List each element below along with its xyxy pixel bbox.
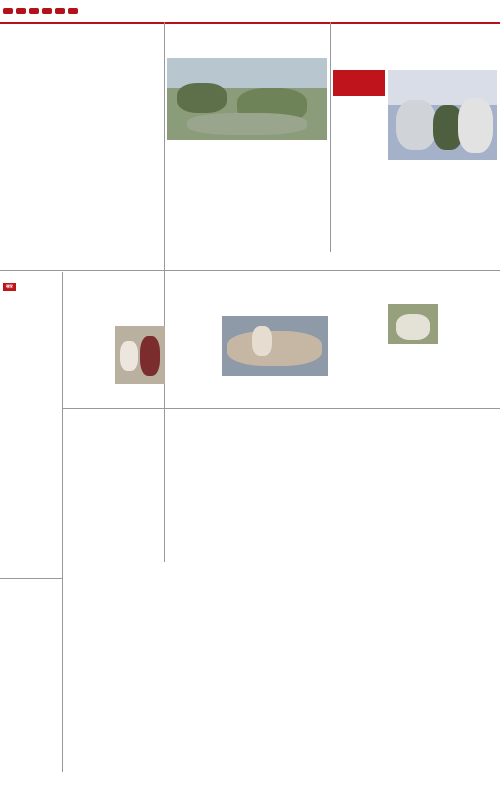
doctor-body-col3 [443, 452, 497, 762]
section-divider [63, 408, 500, 409]
sidebar-bottom [3, 580, 61, 806]
lead-body-col1 [3, 112, 55, 268]
tab-gonda[interactable] [55, 8, 65, 14]
flood-photo [167, 58, 327, 140]
engineer-body-col1 [65, 326, 113, 406]
ration-body-col2 [119, 585, 171, 807]
lead-body-col3 [110, 158, 162, 268]
lead-body-col2 [57, 158, 109, 268]
doctor-body-col2 [388, 452, 440, 762]
section-tabs [0, 0, 500, 22]
ration-body-col1 [65, 585, 117, 807]
lead-deck-box [57, 104, 161, 156]
procession-callout [333, 70, 385, 96]
header-rule [0, 22, 500, 24]
procession-body-col2 [388, 162, 442, 268]
school-body-col5 [279, 430, 329, 540]
eid-body-col1 [333, 304, 385, 406]
engineer-photo [115, 326, 165, 384]
tab-jaunpur[interactable] [42, 8, 52, 14]
school-story [65, 410, 329, 428]
eid-body-col3 [441, 304, 497, 406]
students-body-col2 [222, 378, 274, 406]
school-body-col4 [227, 430, 277, 540]
ration-body-col5 [281, 585, 331, 807]
ration-body-col3 [173, 585, 225, 807]
ration-story [65, 543, 331, 583]
students-body-col1 [168, 316, 220, 406]
flood-body-col2 [221, 142, 273, 268]
section-divider [0, 578, 63, 579]
flood-body-col3 [275, 142, 327, 268]
sidebar-briefs [3, 273, 61, 578]
brief-badge: सार [3, 283, 16, 291]
flood-body-col1 [167, 142, 219, 268]
students-story [168, 273, 328, 313]
school-body-col1 [65, 430, 117, 540]
tab-sultanpur[interactable] [29, 8, 39, 14]
eid-story [333, 273, 497, 301]
procession-story [333, 26, 497, 52]
tab-saharanpur[interactable] [3, 8, 13, 14]
tab-pratapgarh[interactable] [16, 8, 26, 14]
engineer-body-col2 [115, 386, 165, 406]
procession-photo [388, 70, 497, 160]
school-body-col3 [173, 430, 225, 540]
doctor-story [333, 410, 497, 450]
eid-body-col2 [388, 346, 438, 406]
section-divider [0, 270, 500, 271]
doctor-body-col1 [333, 452, 385, 762]
procession-deck-wrap [333, 55, 497, 69]
students-body-col3 [276, 378, 328, 406]
lead-story [3, 26, 161, 110]
eid-photo [388, 304, 438, 344]
students-photo [222, 316, 328, 376]
column-divider [330, 22, 331, 252]
school-body-col2 [119, 430, 171, 540]
flood-story [167, 26, 327, 56]
column-divider [62, 272, 63, 772]
ration-body-col4 [227, 585, 279, 807]
procession-body-col3 [444, 162, 497, 268]
procession-body-col1 [333, 98, 385, 268]
engineer-story [65, 273, 165, 323]
tab-ayodhya[interactable] [68, 8, 78, 14]
